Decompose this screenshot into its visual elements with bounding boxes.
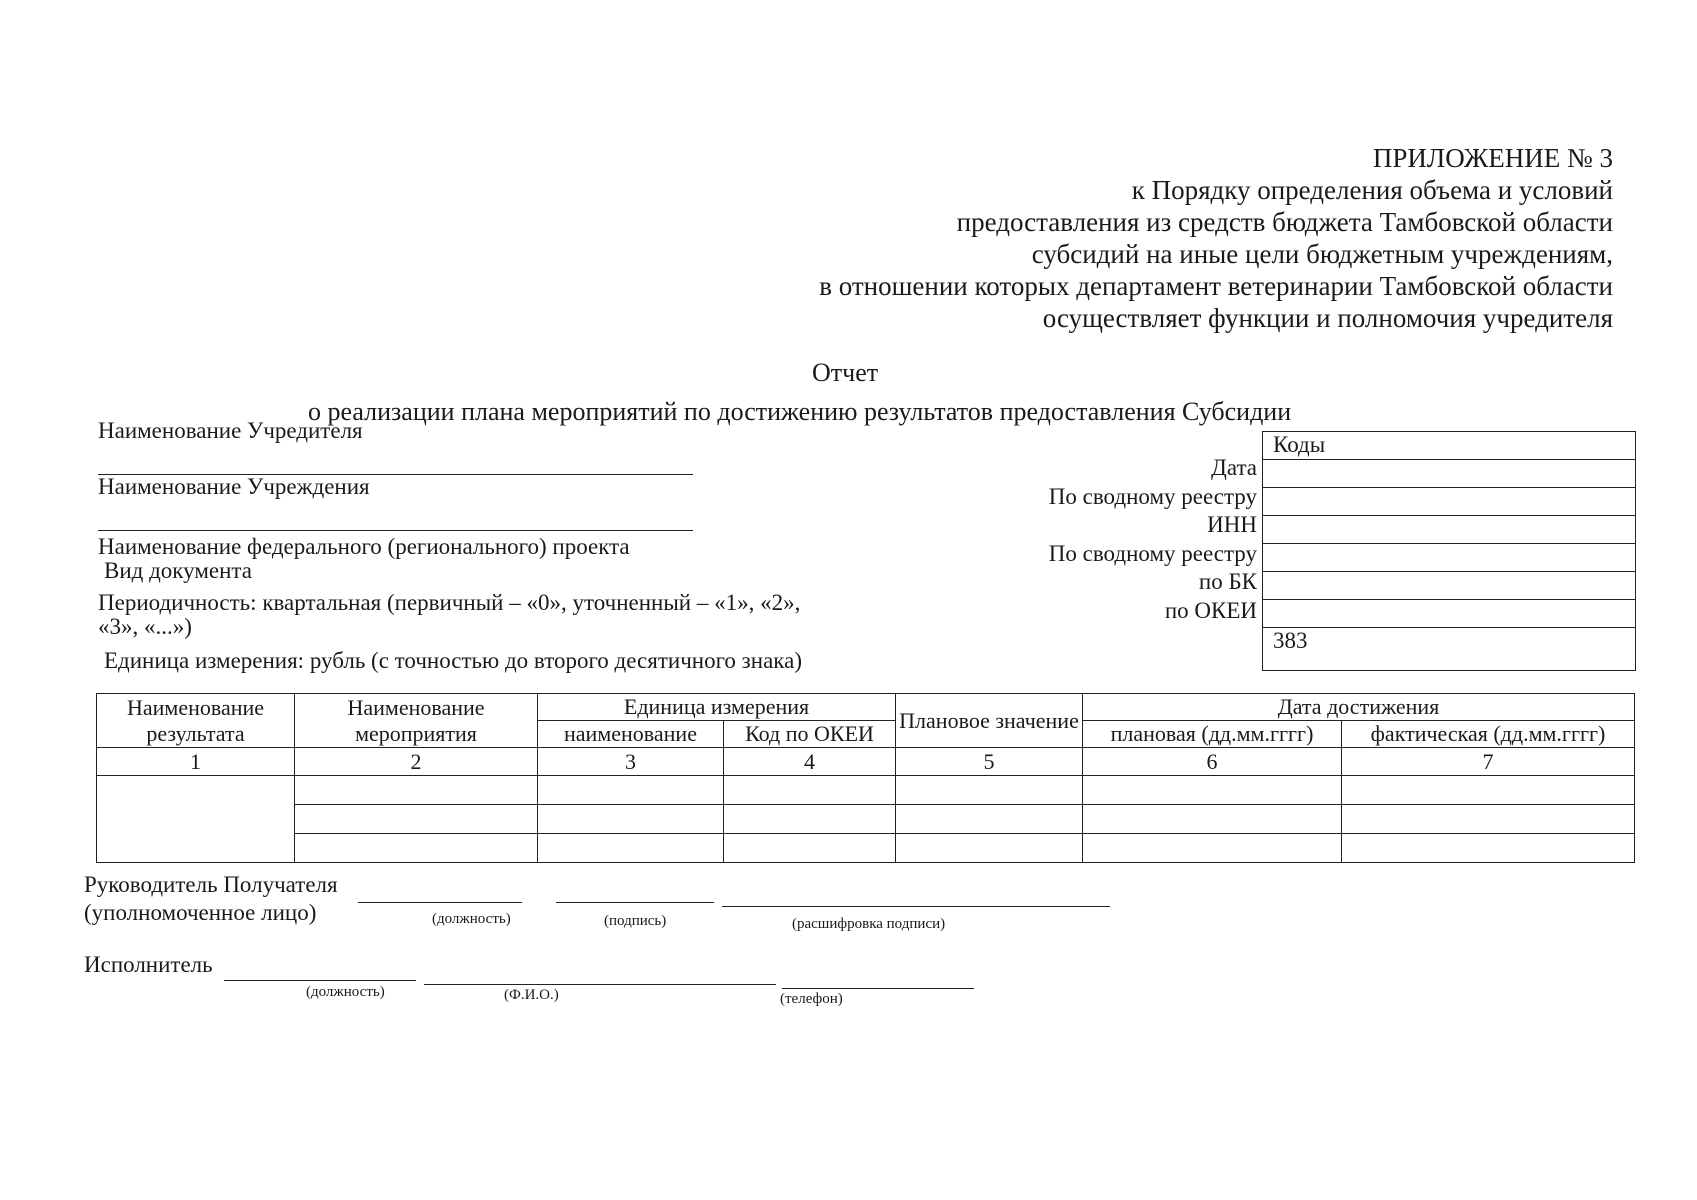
head-signature-line[interactable] <box>556 902 714 903</box>
appendix-line: осуществляет функции и полномочия учредителя <box>1042 303 1613 333</box>
executor-phone-line[interactable] <box>782 988 974 989</box>
report-title: Отчет <box>812 358 879 387</box>
col-number: 5 <box>896 748 1083 776</box>
head-decoding-caption: (расшифровка подписи) <box>792 916 946 932</box>
table-cell[interactable] <box>538 805 724 834</box>
founder-label: Наименование Учредителя <box>98 418 363 443</box>
executor-name-line[interactable] <box>424 984 776 985</box>
appendix-line: в отношении которых департамент ветеринарии Тамбовской области <box>819 271 1613 301</box>
table-cell[interactable] <box>1083 834 1342 863</box>
institution-line <box>98 530 693 531</box>
code-cell-bk[interactable] <box>1263 572 1636 600</box>
appendix-line: ПРИЛОЖЕНИЕ № 3 <box>1372 143 1613 173</box>
header-date: Дата достижения <box>1083 694 1635 721</box>
table-cell[interactable] <box>896 776 1083 805</box>
col-number: 6 <box>1083 748 1342 776</box>
table-cell[interactable] <box>1342 776 1635 805</box>
doc-type-label: Вид документа <box>104 558 252 583</box>
codes-labels <box>1049 454 1257 625</box>
institution-label: Наименование Учреждения <box>98 474 370 499</box>
table-cell[interactable] <box>1083 805 1342 834</box>
code-label-date: Дата <box>1211 455 1257 480</box>
executor-position-caption: (должность) <box>306 984 385 1000</box>
code-label-registry: По сводному реестру <box>1048 483 1257 509</box>
code-cell-inn[interactable] <box>1263 516 1636 544</box>
code-label-inn: ИНН <box>1207 512 1257 537</box>
report-subtitle: о реализации плана мероприятий по достижению результатов предоставления Субсидии <box>308 397 1292 426</box>
periodicity-label: Периодичность: квартальная (первичный – «0», уточненный – «1», «2», <box>98 590 801 615</box>
col-number: 1 <box>97 748 295 776</box>
code-label-okei: по ОКЕИ <box>1164 597 1257 623</box>
col-number: 4 <box>724 748 896 776</box>
appendix-line: предоставления из средств бюджета Тамбовской области <box>956 207 1613 237</box>
code-label-bk: по БК <box>1198 569 1257 594</box>
code-cell-okei: 383 <box>1263 628 1636 671</box>
table-cell[interactable] <box>724 776 896 805</box>
header-date-fact: фактическая (дд.мм.гггг) <box>1342 721 1635 748</box>
table-cell[interactable] <box>538 776 724 805</box>
project-label: Наименование федерального (регионального) проекта <box>98 534 630 559</box>
head-label: Руководитель Получателя <box>84 872 338 897</box>
executor-name-caption: (Ф.И.О.) <box>504 987 559 1003</box>
code-cell-registry[interactable] <box>1263 488 1636 516</box>
head-position-caption: (должность) <box>432 911 511 927</box>
codes-table <box>1262 431 1636 671</box>
col-number: 3 <box>538 748 724 776</box>
head-position-line[interactable] <box>358 902 522 903</box>
executor-position-line[interactable] <box>224 980 416 981</box>
code-cell-okei-empty[interactable] <box>1263 600 1636 628</box>
header-activity: Наименование мероприятия <box>295 694 538 748</box>
code-cell-registry-2[interactable] <box>1263 544 1636 572</box>
codes-header: Коды <box>1263 432 1636 460</box>
table-cell[interactable] <box>1342 834 1635 863</box>
header-plan-value: Плановое значение <box>896 694 1083 748</box>
table-cell[interactable] <box>1342 805 1635 834</box>
appendix-line: к Порядку определения объема и условий <box>1131 175 1613 205</box>
header-unit-name: наименование <box>538 721 724 748</box>
table-cell[interactable] <box>1083 776 1342 805</box>
table-cell[interactable] <box>295 834 538 863</box>
table-cell[interactable] <box>724 805 896 834</box>
appendix-line: субсидий на иные цели бюджетным учреждениям, <box>1031 239 1613 269</box>
table-cell[interactable] <box>896 834 1083 863</box>
periodicity-label-cont: «3», «...») <box>98 614 192 639</box>
unit-label: Единица измерения: рубль (с точностью до второго десятичного знака) <box>104 648 802 673</box>
results-table <box>96 693 1635 863</box>
code-cell-date[interactable] <box>1263 460 1636 488</box>
table-cell[interactable] <box>295 805 538 834</box>
header-result: Наименование результата <box>97 694 295 748</box>
appendix-header <box>819 142 1613 334</box>
head-signature-caption: (подпись) <box>604 913 667 929</box>
code-label-registry-2: По сводному реестру <box>1048 540 1257 566</box>
table-cell[interactable] <box>295 776 538 805</box>
head-decoding-line[interactable] <box>722 906 1110 907</box>
table-cell[interactable] <box>724 834 896 863</box>
col-number: 2 <box>295 748 538 776</box>
header-unit: Единица измерения <box>538 694 896 721</box>
table-cell[interactable] <box>896 805 1083 834</box>
header-unit-code: Код по ОКЕИ <box>724 721 896 748</box>
col-number: 7 <box>1342 748 1635 776</box>
table-cell[interactable] <box>538 834 724 863</box>
table-cell[interactable] <box>97 776 295 863</box>
executor-phone-caption: (телефон) <box>780 991 843 1007</box>
header-date-plan: плановая (дд.мм.гггг) <box>1083 721 1342 748</box>
head-label-cont: (уполномоченное лицо) <box>84 900 317 925</box>
executor-label: Исполнитель <box>84 952 213 977</box>
